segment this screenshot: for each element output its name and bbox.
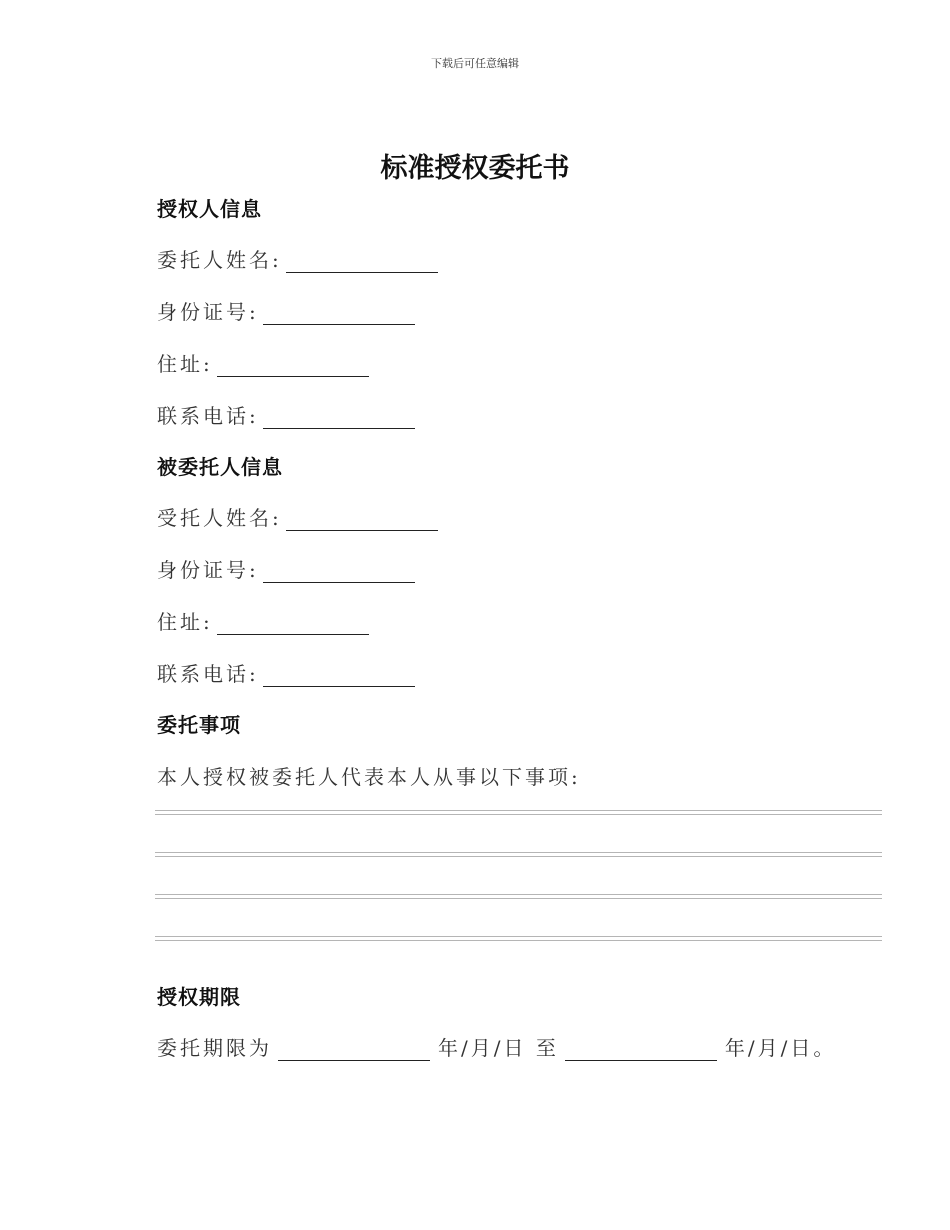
- grantee-heading: 被委托人信息: [157, 455, 283, 479]
- grantor-name-label: 委托人姓名:: [157, 248, 282, 272]
- term-suffix: 年/月/日。: [724, 1036, 837, 1060]
- grantor-name-field: [157, 244, 438, 273]
- matters-line-4[interactable]: [155, 936, 882, 941]
- grantor-address-blank[interactable]: [217, 354, 369, 377]
- grantee-phone-blank[interactable]: [263, 664, 415, 687]
- grantor-address-field: [157, 348, 369, 377]
- grantee-name-blank[interactable]: [286, 508, 438, 531]
- grantor-id-blank[interactable]: [263, 302, 415, 325]
- matters-line-2[interactable]: [155, 852, 882, 857]
- term-heading: 授权期限: [157, 985, 241, 1009]
- grantee-id-field: [157, 554, 415, 583]
- grantee-id-blank[interactable]: [263, 560, 415, 583]
- grantor-address-label: 住址:: [157, 352, 213, 376]
- grantee-address-blank[interactable]: [217, 612, 369, 635]
- term-mid: 年/月/日 至: [438, 1036, 559, 1060]
- grantor-phone-blank[interactable]: [263, 406, 415, 429]
- grantor-id-field: [157, 296, 415, 325]
- grantee-id-label: 身份证号:: [157, 558, 259, 582]
- term-end-blank[interactable]: [565, 1038, 717, 1061]
- grantee-name-field: [157, 502, 438, 531]
- grantor-name-blank[interactable]: [286, 250, 438, 273]
- matters-line-1[interactable]: [155, 810, 882, 815]
- document-title: 标准授权委托书: [380, 153, 570, 184]
- matters-line-3[interactable]: [155, 894, 882, 899]
- matters-text: 本人授权被委托人代表本人从事以下事项:: [157, 765, 581, 789]
- grantee-phone-field: [157, 658, 415, 687]
- grantee-address-label: 住址:: [157, 610, 213, 634]
- grantor-heading: 授权人信息: [157, 197, 262, 221]
- term-line: [157, 1032, 836, 1061]
- term-prefix: 委托期限为: [157, 1036, 272, 1060]
- page-header-note: 下载后可任意编辑: [431, 57, 519, 70]
- grantor-id-label: 身份证号:: [157, 300, 259, 324]
- grantee-phone-label: 联系电话:: [157, 662, 259, 686]
- grantor-phone-label: 联系电话:: [157, 404, 259, 428]
- matters-heading: 委托事项: [157, 713, 241, 737]
- term-start-blank[interactable]: [278, 1038, 430, 1061]
- grantee-address-field: [157, 606, 369, 635]
- grantor-phone-field: [157, 400, 415, 429]
- grantee-name-label: 受托人姓名:: [157, 506, 282, 530]
